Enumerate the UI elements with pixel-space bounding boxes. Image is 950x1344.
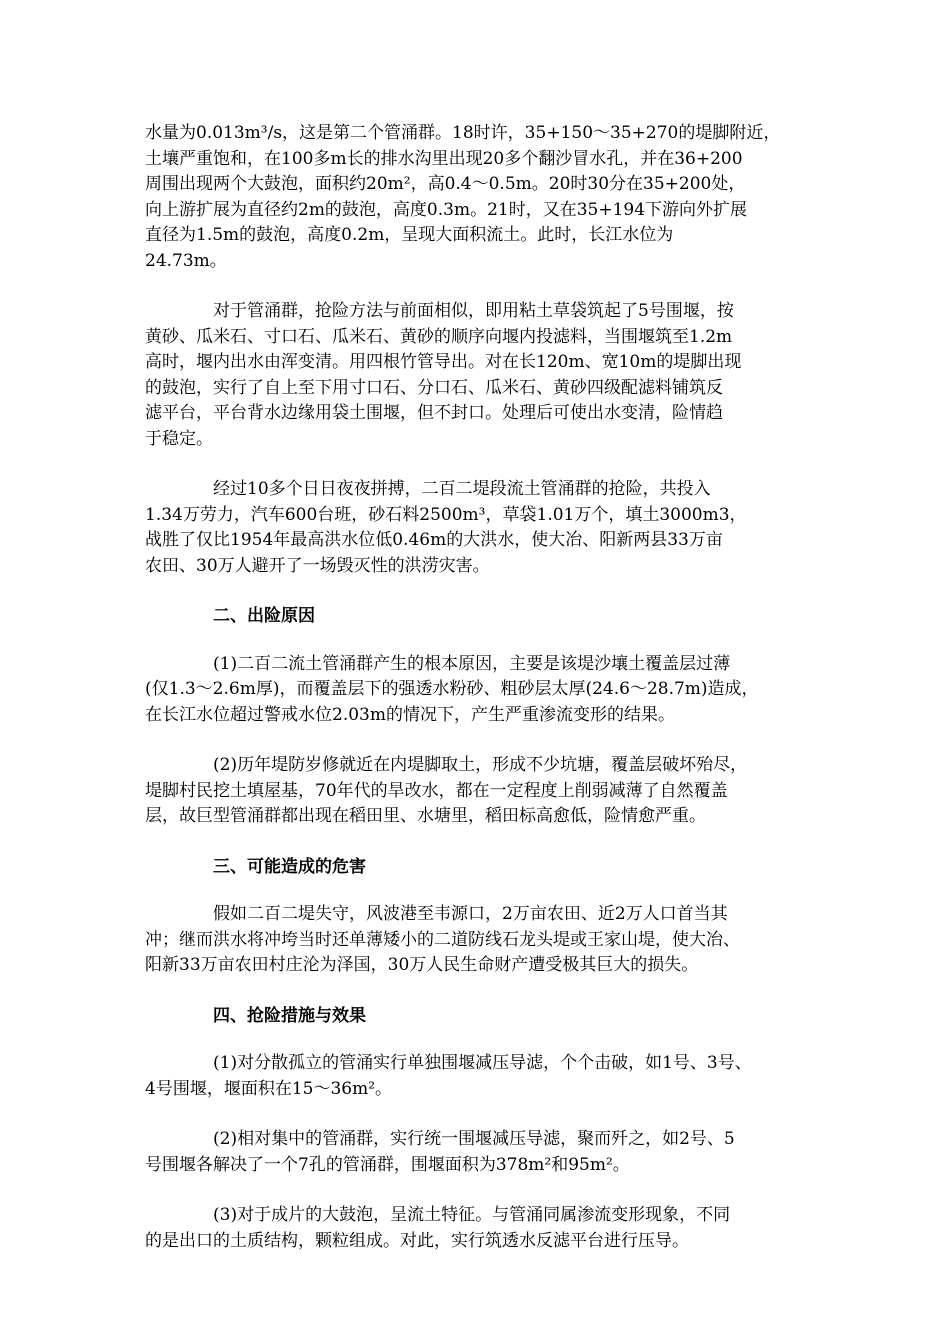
text-line: 的鼓泡，实行了自上至下用寸口石、分口石、瓜米石、黄砂四级配滤料铺筑反 — [145, 377, 723, 398]
paragraph-1 — [145, 121, 820, 274]
text-line: 在长江水位超过警戒水位2.03m的情况下，产生严重渗流变形的结果。 — [145, 704, 675, 725]
text-line: 冲；继而洪水将冲垮当时还单薄矮小的二道防线石龙头堤或王家山堤，使大冶、 — [145, 929, 740, 950]
text-line: 滤平台，平台背水边缘用袋土围堰，但不封口。处理后可使出水变清，险情趋 — [145, 403, 723, 423]
text-line: (仅1.3～2.6m厚)，而覆盖层下的强透水粉砂、粗砂层太厚(24.6～28.7m)造成， — [145, 679, 759, 699]
text-line: 堤脚村民挖土填屋基，70年代的旱改水，都在一定程度上削弱减薄了自然覆盖 — [145, 780, 728, 801]
text-line: 24.73m。 — [145, 250, 227, 271]
text-line: 于稳定。 — [145, 428, 213, 449]
text-line: 对于管涌群，抢险方法与前面相似，即用粘土草袋筑起了5号围堰，按 — [213, 301, 734, 321]
paragraph-4 — [145, 652, 820, 729]
text-line: 直径为1.5m的鼓泡，高度0.2m，呈现大面积流土。此时，长江水位为 — [145, 225, 674, 245]
text-line: 黄砂、瓜米石、寸口石、瓜米石、黄砂的顺序向堰内投滤料，当围堰筑至1.2m — [145, 326, 733, 347]
document-body — [145, 121, 820, 1254]
section-heading-causes: 二、出险原因 — [213, 606, 315, 626]
paragraph-6 — [145, 902, 820, 979]
text-line: 号围堰各解决了一个7孔的管涌群，围堰面积为378m²和95m²。 — [145, 1154, 630, 1175]
paragraph-7 — [145, 1051, 820, 1102]
text-line: 向上游扩展为直径约2m的鼓泡，高度0.3m。21时，又在35+194下游向外扩展 — [145, 199, 748, 220]
text-line: (2)相对集中的管涌群，实行统一围堰减压导滤，聚而歼之，如2号、5 — [213, 1129, 735, 1149]
section-heading-measures: 四、抢险措施与效果 — [213, 1005, 366, 1026]
paragraph-2 — [145, 299, 820, 452]
text-line: 1.34万劳力，汽车600台班，砂石料2500m³，草袋1.01万个，填土3000m3， — [145, 504, 747, 525]
text-line: 的是出口的土质结构，颗粒组成。对此，实行筑透水反滤平台进行压导。 — [145, 1230, 689, 1251]
paragraph-8 — [145, 1127, 820, 1178]
text-line: (1)对分散孤立的管涌实行单独围堰减压导滤，个个击破，如1号、3号、 — [213, 1053, 752, 1073]
text-line: (2)历年堤防岁修就近在内堤脚取土，形成不少坑塘，覆盖层破坏殆尽， — [213, 755, 748, 775]
text-line: 战胜了仅比1954年最高洪水位低0.46m的大洪水，使大冶、阳新两县33万亩 — [145, 530, 723, 550]
text-line: (1)二百二流土管涌群产生的根本原因，主要是该堤沙壤土覆盖层过薄 — [213, 653, 731, 674]
text-line: 阳新33万亩农田村庄沦为泽国，30万人民生命财产遭受极其巨大的损失。 — [145, 955, 699, 975]
section-heading-hazards: 三、可能造成的危害 — [213, 856, 366, 877]
text-line: 高时，堰内出水由浑变清。用四根竹管导出。对在长120m、宽10m的堤脚出现 — [145, 352, 742, 372]
text-line: 周围出现两个大鼓泡，面积约20m²，高0.4～0.5m。20时30分在35+200处， — [145, 174, 746, 194]
text-line: 假如二百二堤失守，风波港至韦源口，2万亩农田、近2万人口首当其 — [213, 904, 728, 924]
text-line: 农田、30万人避开了一场毁灭性的洪涝灾害。 — [145, 555, 490, 576]
text-line: 水量为0.013m³/s，这是第二个管涌群。18时许，35+150～35+270的堤脚附近， — [145, 123, 781, 143]
paragraph-9 — [145, 1203, 820, 1254]
text-line: 4号围堰，堰面积在15～36m²。 — [145, 1078, 393, 1099]
paragraph-5 — [145, 753, 820, 830]
paragraph-3 — [145, 477, 820, 579]
text-line: 土壤严重饱和，在100多m长的排水沟里出现20多个翻沙冒水孔，并在36+200 — [145, 148, 743, 169]
text-line: (3)对于成片的大鼓泡，呈流土特征。与管涌同属渗流变形现象，不同 — [213, 1205, 731, 1225]
text-line: 经过10多个日日夜夜拼搏，二百二堤段流土管涌群的抢险，共投入 — [213, 479, 711, 499]
text-line: 层，故巨型管涌群都出现在稻田里、水塘里，稻田标高愈低，险情愈严重。 — [145, 806, 706, 826]
